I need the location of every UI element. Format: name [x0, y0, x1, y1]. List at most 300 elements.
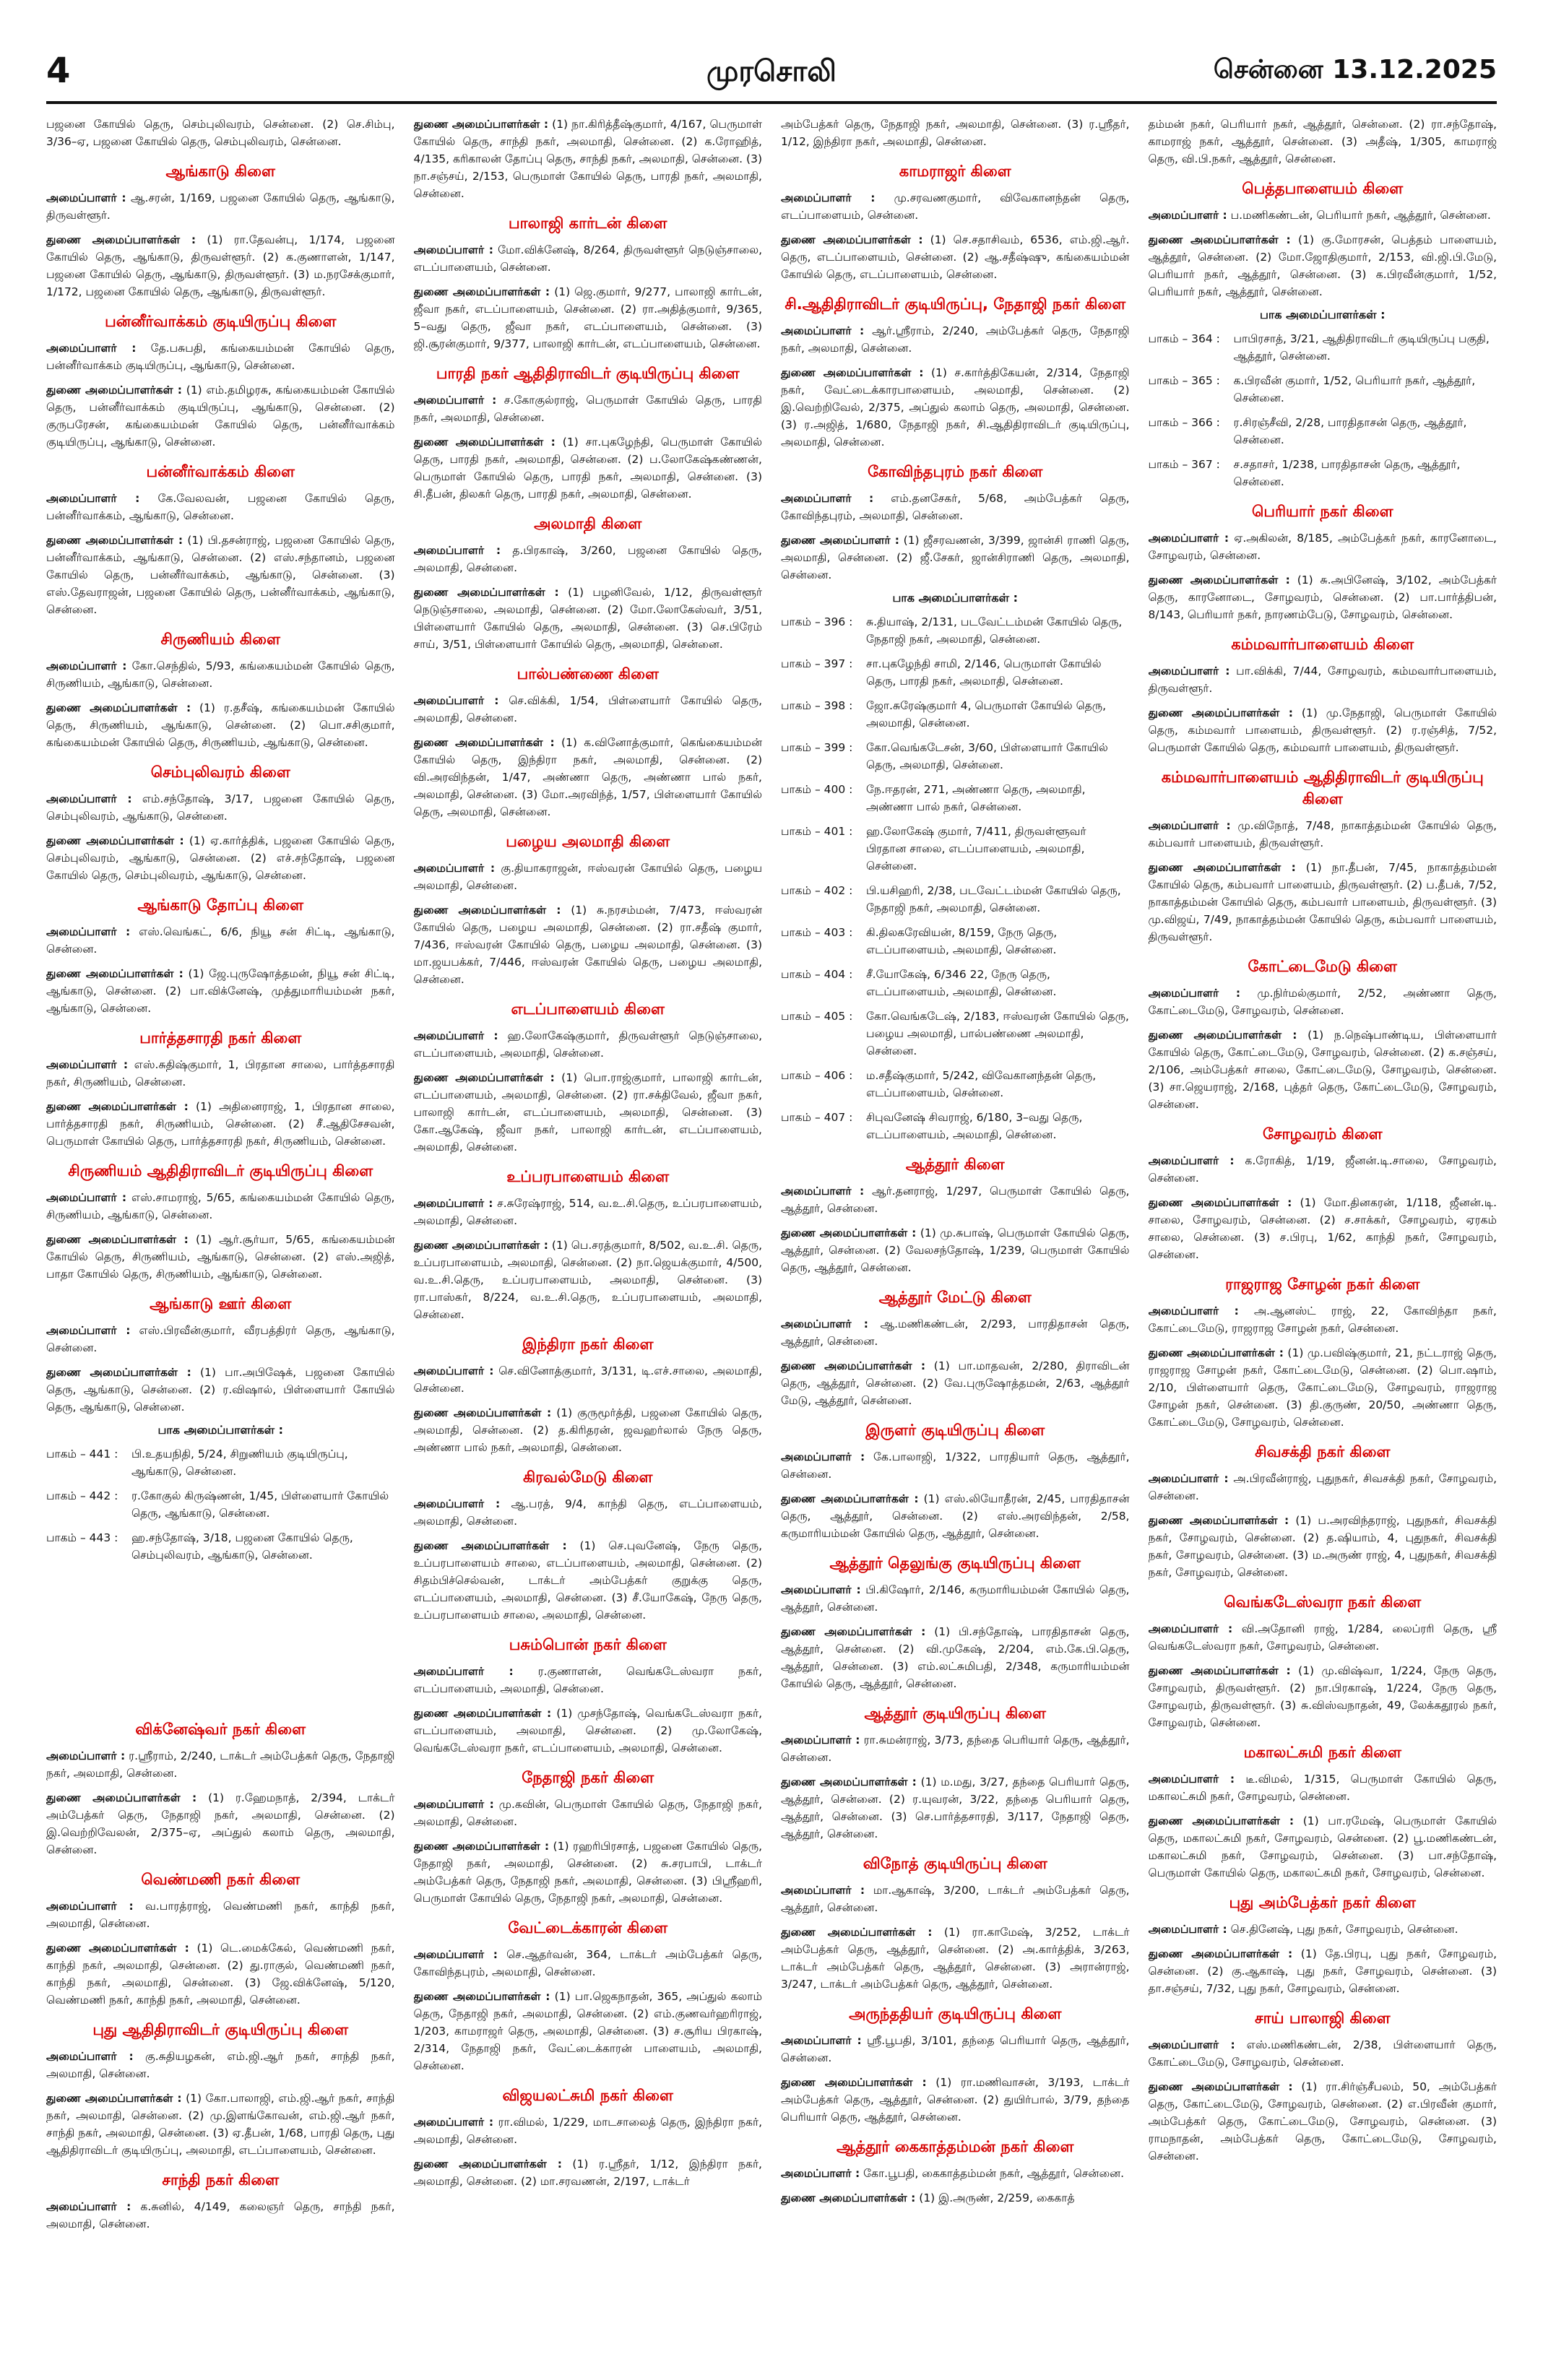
paragraph-text: (1) ச.கார்த்திகேயன், 2/314, நேதாஜி நகர், வேட்டைக்காரபாளையம், அலமாதி, சென்னை. (2) இ.வெற்றிவேல், 2/375, அப்துல் கலாம் தெரு, அலமாதி, சென்னை. (3) ர.அஜித், 1/680, நேதாஜி நகர், சி.ஆதிதிராவிடர் குடியிருப்பு, அலமாதி, சென்னை. [781, 366, 1130, 449]
paragraph-text: (1) ர.ஹேமநாத், 2/394, டாக்டர் அம்பேத்கர் தெரு, நேதாஜி நகர், அலமாதி, சென்னை. (2) இ.வெற்றிவேலன், 2/375–ஏ, அப்துல் கலாம் தெரு, அலமாதி, சென்னை. [46, 1791, 395, 1856]
section-heading: ஆத்தூர் குடியிருப்பு கிளை [864, 1705, 1046, 1722]
paragraph-text: எஸ்.வெங்கட், 6/6, நியூ சன் சிட்டி, ஆங்காடு, சென்னை. [46, 925, 395, 956]
role-label: துணை அமைப்பாளர்கள் : [413, 436, 556, 449]
role-label: அமைப்பாளர் : [46, 492, 140, 505]
role-label: அமைப்பாளர் : [413, 1364, 494, 1377]
column-2 [414, 116, 763, 2340]
booth-entry [1149, 414, 1497, 449]
paragraph-text: ஸ்ரீ.பூபதி, 3/101, தந்தை பெரியார் தெரு, ஆத்தூர், சென்னை. [781, 2034, 1130, 2064]
role-label: அமைப்பாளர் : [413, 1497, 501, 1510]
body-paragraph [46, 1098, 395, 1150]
booth-number: பாகம் – 441 : [46, 1448, 118, 1461]
paragraph-text: செ.ஆதர்வன், 364, டாக்டர் அம்பேத்கர் தெரு, கோவிந்தபுரம், அலமாதி, சென்னை. [413, 1948, 762, 1978]
role-label: அமைப்பாளர் : [413, 862, 496, 875]
body-paragraph [1149, 1770, 1497, 1805]
paragraph-text: ஆ.பரத், 9/4, காந்தி தெரு, எடப்பாளையம், அலமாதி, சென்னை. [413, 1497, 762, 1528]
paragraph-text: (1) மு.விஷ்வா, 1/224, நேரு தெரு, சோழவரம், திருவள்ளூர். (2) நா.பிரகாஷ், 1/224, நேரு தெரு, சோழவரம், திருவள்ளூர். (3) சு.விஸ்வநாதன், 49, லேக்கதூரல் நகர், சோழவரம், சென்னை. [1148, 1664, 1497, 1729]
role-label: அமைப்பாளர் : [413, 1948, 498, 1961]
body-paragraph [1149, 662, 1497, 697]
section-heading: சிருணியம் கிளை [160, 631, 280, 648]
role-label: துணை அமைப்பாளர்கள் : [781, 366, 924, 379]
body-paragraph [781, 189, 1130, 224]
role-label: அமைப்பாளர் : [781, 191, 876, 204]
section-heading: வெங்கடேஸ்வரா நகர் கிளை [1224, 1593, 1422, 1611]
section-heading: பெத்தபாளையம் கிளை [1242, 180, 1404, 197]
paragraph-text: (1) கு.மோரசன், பெத்தம் பாளையம், ஆத்தூர், சென்னை. (2) மோ.ஜோதிகுமார், 2/153, வி.ஜி.பி.மேடு, பெரியார் நகர், ஆத்தூர், சென்னை. (3) க.பிரவீன்குமார், 1/52, பெரியார் நகர், ஆத்தூர், சென்னை. [1148, 233, 1497, 298]
body-paragraph [781, 116, 1130, 150]
section-heading: ஆத்தூர் கிளை [905, 1156, 1005, 1173]
role-label: அமைப்பாளர் : [46, 2200, 131, 2213]
body-paragraph [414, 391, 763, 426]
body-paragraph [414, 1362, 763, 1397]
body-paragraph [414, 241, 763, 276]
section-heading: கோட்டைமேடு கிளை [1248, 958, 1397, 975]
paragraph-text: (1) மு.பவிஷ்குமார், 21, நட்டராஜ் தெரு, ராஜராஜ சோழன் நகர், கோட்டைமேடு, சென்னை. (2) பொ.ஷாம், 2/10, பிள்ளையார் தெரு, கோட்டைமேடு, சோழவரம், ராஜராஜ சோழன் நகர், சென்னை. (3) தி.குருண், 20/50, அண்ணா தெரு, கோட்டைமேடு, சோழவரம், சென்னை. [1148, 1346, 1497, 1429]
body-paragraph [1149, 985, 1497, 1019]
role-label: அமைப்பாளர் : [781, 324, 865, 337]
body-paragraph [414, 116, 763, 202]
body-paragraph [781, 490, 1130, 524]
body-paragraph [46, 1231, 395, 1283]
role-label: அமைப்பாளர் : [781, 1734, 860, 1747]
body-paragraph [781, 1581, 1130, 1616]
paragraph-text: தம்மன் நகர், பெரியார் நகர், ஆத்தூர், சென்னை. (2) ரா.சந்தோஷ், காமராஜ் நகர், ஆத்தூர், சென்னை. (3) அதீஷ், 1/305, காமராஜ் தெரு, வி.பி.நகர், ஆத்தூர், சென்னை. [1148, 118, 1497, 165]
role-label: துணை அமைப்பாளர்கள் : [781, 1226, 917, 1239]
masthead [46, 51, 1497, 104]
booth-organizer: ர.கோகுல் கிருஷ்ணன், 1/45, பிள்ளையார் கோயில் தெரு, ஆங்காடு, சென்னை. [131, 1489, 389, 1520]
role-label: துணை அமைப்பாளர்கள் : [781, 1359, 926, 1372]
booth-number: பாகம் – 404 : [781, 968, 853, 981]
section-heading: அருந்ததியர் குடியிருப்பு கிளை [849, 2005, 1062, 2022]
paragraph-text: (1) தே.பிரபு, புது நகர், சோழவரம், சென்னை. (2) கு.ஆகாஷ், புது நகர், சோழவரம், சென்னை. (3) தா.சஞ்சய், 7/32, புது நகர், சோழவரம், சென்னை. [1148, 1947, 1497, 1995]
section-heading: அலமாதி கிளை [534, 515, 642, 532]
paragraph-text: அ.பிரவீன்ராஜ், புதுநகர், சிவசக்தி நகர், சோழவரம், சென்னை. [1148, 1472, 1497, 1502]
body-paragraph [781, 2189, 1130, 2207]
role-label: அமைப்பாளர் : [413, 2116, 494, 2129]
body-paragraph [414, 901, 763, 988]
role-label: அமைப்பாளர் : [781, 492, 874, 505]
booth-number: பாகம் – 443 : [46, 1531, 118, 1544]
role-label: துணை அமைப்பாளர்கள் : [781, 1625, 926, 1638]
body-paragraph [1149, 704, 1497, 756]
booth-organizer: பி.உதயநிதி, 5/24, சிறுணியம் குடியிருப்பு, ஆங்காடு, சென்னை. [131, 1448, 348, 1478]
paragraph-text: ர.ஸ்ரீராம், 2/240, டாக்டர் அம்பேத்கர் தெரு, நேதாஜி நகர், அலமாதி, சென்னை. [46, 1749, 395, 1780]
role-label: அமைப்பாளர் : [781, 1583, 861, 1596]
paragraph-text: (1) சா.புகழேந்தி, பெருமாள் கோயில் தெரு, பாரதி நகர், அலமாதி, சென்னை. (2) ப.லோகேஷ்கண்ணன், பெருமாள் கோயில் தெரு, பாரதி நகர், அலமாதி, சென்னை. (3) சி.தீபன், திலகர் தெரு, பாரதி நகர், அலமாதி, சென்னை. [413, 436, 762, 501]
paragraph-text: செ.வினோத்குமார், 3/131, டி.எச்.சாலை, அலமாதி, சென்னை. [413, 1364, 762, 1395]
role-label: அமைப்பாளர் : [46, 191, 126, 204]
paragraph-text: தே.பசுபதி, கங்கையம்மன் கோயில் தெரு, பன்னீர்வாக்கம் குடியிருப்பு, ஆங்காடு, சென்னை. [46, 342, 395, 372]
booth-entry [781, 924, 1130, 959]
booth-number: பாகம் – 366 : [1148, 416, 1220, 429]
section-heading: சாந்தி நகர் கிளை [162, 2171, 280, 2189]
section-heading: கோவிந்தபுரம் நகர் கிளை [868, 463, 1043, 480]
paragraph-text: (1) பெ.சரத்குமார், 8/502, வ.உ.சி. தெரு, உப்பரபாளையம், அலமாதி, சென்னை. (2) நா.ஜெயக்குமார், 4/500, வ.உ.சி.தெரு, உப்பரபாளையம், அலமாதி, சென்னை. (3) ரா.பாஸ்கர், 8/224, வ.உ.சி.தெரு, உப்பரபாளையம், அலமாதி, சென்னை. [413, 1239, 762, 1321]
body-paragraph [414, 283, 763, 352]
sub-heading: பாக அமைப்பாளர்கள் : [892, 591, 1018, 605]
booth-entry [781, 823, 1130, 875]
paragraph-text: ச.கோகுல்ராஜ், பெருமாள் கோயில் தெரு, பாரதி நகர், அலமாதி, சென்னை. [413, 394, 762, 424]
role-label: துணை அமைப்பாளர்கள் : [413, 1990, 550, 2003]
body-paragraph [781, 532, 1130, 584]
role-label: துணை அமைப்பாளர்கள் : [46, 1942, 189, 1955]
role-label: அமைப்பாளர் : [413, 1665, 514, 1678]
body-paragraph [781, 1490, 1130, 1542]
booth-organizer: ர.சிரஞ்சீவி, 2/28, பாரதிதாசன் தெரு, ஆத்தூர், சென்னை. [1233, 416, 1467, 446]
section-heading: ஆங்காடு கிளை [165, 163, 275, 180]
body-paragraph [781, 2074, 1130, 2126]
body-paragraph [46, 1897, 395, 1932]
section-heading: பார்த்தசாரதி நகர் கிளை [139, 1029, 302, 1047]
body-paragraph [1149, 1662, 1497, 1731]
section-heading: சிவசக்தி நகர் கிளை [1255, 1443, 1391, 1461]
body-paragraph [46, 657, 395, 692]
role-label: அமைப்பாளர் : [46, 342, 137, 355]
booth-organizer: ம.சதீஷ்குமார், 5/242, விவேகானந்தன் தெரு, எடப்பாளையம், சென்னை. [866, 1069, 1097, 1099]
role-label: அமைப்பாளர் : [46, 792, 132, 805]
body-paragraph [414, 2113, 763, 2148]
paragraph-text: (1) நா.கிரித்தீஷ்குமார், 4/167, பெருமாள் கோயில் தெரு, சாந்தி நகர், அலமாதி, சென்னை. (2) க.ரோஹித், 4/135, கரிகாலன் தோப்பு தெரு, சாந்தி நகர், அலமாதி, சென்னை. (3) நா.சஞ்சய், 2/153, பெருமாள் கோயில் தெரு, பாரதி நகர், அலமாதி, சென்னை. [413, 118, 762, 200]
body-paragraph [1149, 571, 1497, 623]
role-label: அமைப்பாளர் : [46, 1749, 126, 1762]
body-paragraph [414, 1796, 763, 1830]
body-paragraph [414, 1069, 763, 1156]
body-paragraph [1149, 1512, 1497, 1581]
paragraph-text: (1) செ.சதாசிவம், 6536, எம்.ஜி.ஆர். தெரு, எடப்பாளையம், சென்னை. (2) ஆ.சதீஷ்ஷு, கங்கையம்மன் கோயில் தெரு, எடப்பாளையம், சென்னை. [781, 233, 1130, 281]
body-paragraph [414, 542, 763, 576]
role-label: அமைப்பாளர் : [781, 1884, 865, 1897]
column-4 [1149, 116, 1497, 2340]
paragraph-text: (1) சு.அபினேஷ், 3/102, அம்பேத்கர் தெரு, காரனோடை, சோழவரம், சென்னை. (2) பா.பார்த்திபன், 8/143, பெரியார் நகர், நாரணம்பேடு, சோழவரம், சென்னை. [1148, 574, 1497, 621]
booth-number: பாகம் – 364 : [1148, 332, 1220, 345]
role-label: துணை அமைப்பாளர்கள் : [413, 1539, 567, 1552]
paragraph-text: மு.விநோத், 7/48, நாகாத்தம்மன் கோயில் தெரு, கம்பவார் பாளையம், திருவள்ளூர். [1148, 819, 1497, 849]
role-label: அமைப்பாளர் : [46, 1191, 127, 1204]
role-label: அமைப்பாளர் : [781, 1317, 868, 1330]
body-paragraph [781, 2165, 1130, 2182]
paragraph-text: (1) ஜெ.குமார், 9/277, பாலாஜி கார்டன், ஜீவா நகர், எடப்பாளையம், சென்னை. (2) ரா.அதித்குமார், 9/365, 5–வது தெரு, ஜீவா நகர், எடப்பாளையம், சென்னை. (3) ஜி.சூரன்குமார், 9/377, பாலாஜி கார்டன், எடப்பாளையம், சென்னை. [413, 285, 762, 350]
paragraph-text: க.ரோகித், 1/19, ஜீனன்.டி.சாலை, சோழவரம், சென்னை. [1148, 1154, 1497, 1185]
paragraph-text: (1) க.வினோத்குமார், கெங்கையம்மன் கோயில் தெரு, இந்திரா நகர், அலமாதி, சென்னை. (2) வி.அரவிந்தன், 1/47, அண்ணா தெரு, அண்ணா பால் நகர், அலமாதி, சென்னை. (3) மோ.அரவிந்த், 1/57, பிள்ளையார் கோயில் தெரு, அலமாதி, சென்னை. [413, 736, 762, 818]
booth-entry [781, 655, 1130, 690]
role-label: துணை அமைப்பாளர்கள் : [46, 1366, 191, 1379]
role-label: அமைப்பாளர் : [1148, 819, 1231, 832]
body-paragraph [46, 189, 395, 224]
booth-organizer: ஹ.லோகேஷ் குமார், 7/411, திருவள்ளூவர் பிரதான சாலை, எடப்பாளையம், அலமாதி, சென்னை. [866, 825, 1086, 873]
booth-number: பாகம் – 397 : [781, 657, 853, 670]
body-paragraph [781, 1924, 1130, 1993]
booth-entry [781, 781, 1130, 815]
body-paragraph [1149, 859, 1497, 945]
role-label: அமைப்பாளர் : [781, 2167, 860, 2180]
body-paragraph [46, 790, 395, 825]
body-paragraph [781, 1731, 1130, 1766]
body-paragraph [414, 1027, 763, 1062]
role-label: அமைப்பாளர் : [781, 1450, 865, 1463]
role-label: துணை அமைப்பாளர்கள் : [413, 1239, 548, 1252]
booth-number: பாகம் – 396 : [781, 615, 853, 628]
booth-entry [781, 1109, 1130, 1143]
role-label: துணை அமைப்பாளர்கள் : [781, 233, 923, 246]
role-label: அமைப்பாளர் : [1148, 209, 1227, 222]
body-paragraph [1149, 1152, 1497, 1187]
paragraph-text: (1) அதினைராஜ், 1, பிரதான சாலை, பார்த்தசாரதி நகர், சிருணியம், சென்னை. (2) சீ.ஆதிசேசவன், பெருமாள் கோயில் தெரு, பார்த்தசாரதி நகர், சிருணியம், சென்னை. [46, 1100, 395, 1148]
role-label: அமைப்பாளர் : [781, 1185, 865, 1198]
role-label: துணை அமைப்பாளர்கள் : [1148, 1814, 1295, 1827]
role-label: துணை அமைப்பாளர்கள் : [46, 834, 184, 847]
role-label: அமைப்பாளர் : [413, 243, 493, 256]
role-label: அமைப்பாளர் : [46, 925, 131, 938]
role-label: அமைப்பாளர் : [1148, 665, 1230, 678]
body-paragraph [1149, 2036, 1497, 2071]
paragraph-text: (1) ரஹரிபிரசாத், பஜனை கோயில் தெரு, நேதாஜி நகர், அலமாதி, சென்னை. (2) சு.சரபாபி, டாக்டர் அம்பேத்கர் தெரு, நேதாஜி நகர், அலமாதி, சென்னை. (3) பிஸ்ரீஹரி, பெருமாள் கோயில் தெரு, நேதாஜி நகர், அலமாதி, சென்னை. [413, 1840, 762, 1905]
section-heading: எடப்பாளையம் கிளை [511, 1000, 665, 1018]
paragraph-text: கே.வேலவன், பஜனை கோயில் தெரு, பன்னீர்வாக்கம், ஆங்காடு, சென்னை. [46, 492, 395, 522]
body-paragraph [46, 532, 395, 618]
section-heading: சாய் பாலாஜி கிளை [1254, 2009, 1391, 2027]
booth-number: பாகம் – 407 : [781, 1111, 853, 1124]
booth-organizer: பாபிரசாத், 3/21, ஆதிதிராவிடர் குடியிருப்பு பகுதி, ஆத்தூர், சென்னை. [1233, 332, 1490, 363]
section-heading: மகாலட்சுமி நகர் கிளை [1243, 1744, 1401, 1761]
body-paragraph [781, 2032, 1130, 2067]
paragraph-text: (1) பா.மாதவன், 2/280, திராவிடன் தெரு, ஆத்தூர், சென்னை. (2) வே.புருஷோத்தமன், 2/63, ஆத்தூர் மேடு, ஆத்தூர், சென்னை. [781, 1359, 1130, 1407]
section-heading: ஆத்தூர் கைகாத்தம்மன் நகர் கிளை [837, 2138, 1074, 2155]
paragraph-text: (1) ஜீசரவணன், 3/399, ஜான்சி ராணி தெரு, அலமாதி, சென்னை. (2) ஜீ.சேகர், ஜான்சிராணி தெரு, அலமாதி, சென்னை. [781, 534, 1130, 581]
body-paragraph [46, 490, 395, 524]
body-paragraph [414, 1988, 763, 2074]
section-heading: ஆங்காடு ஊர் கிளை [150, 1295, 292, 1312]
paragraph-text: ரா.சுமன்ராஜ், 3/73, தந்தை பெரியார் தெரு, ஆத்தூர், சென்னை. [781, 1734, 1130, 1764]
paragraph-text: (1) எஸ்.லியோதீரன், 2/45, பாரதிதாசன் தெரு, ஆத்தூர், சென்னை. (2) எஸ்.அரவிந்தன், 2/58, கருமாரியம்மன் கோயில் தெரு, ஆத்தூர், சென்னை. [781, 1492, 1130, 1540]
paragraph-text: (1) பா.அபிஷேக், பஜனை கோயில் தெரு, ஆங்காடு, சென்னை. (2) ர.விஷால், பிள்ளையார் கோயில் தெரு, ஆங்காடு, சென்னை. [46, 1366, 395, 1414]
section-heading: காமராஜர் கிளை [899, 163, 1011, 180]
body-paragraph [46, 965, 395, 1017]
body-paragraph [414, 860, 763, 894]
booth-entry [781, 1067, 1130, 1102]
section-heading: விநோத் குடியிருப்பு கிளை [863, 1855, 1047, 1872]
booth-organizer: கி.திலகரேவியன், 8/159, நேரு தெரு, எடப்பாளையம், அலமாதி, சென்னை. [866, 926, 1058, 956]
role-label: அமைப்பாளர் : [1148, 1304, 1239, 1317]
paragraph-text: ரா.விமல், 1/229, மாடசாலைத் தெரு, இந்திரா நகர், அலமாதி, சென்னை. [413, 2116, 762, 2146]
body-paragraph [46, 699, 395, 751]
body-paragraph [1149, 529, 1497, 564]
paragraph-text: வ.பாரத்ராஜ், வெண்மணி நகர், காந்தி நகர், அலமாதி, சென்னை. [46, 1900, 395, 1930]
booth-organizer: சா.புகழேந்தி சாமி, 2/146, பெருமாள் கோயில் தெரு, பாரதி நகர், அலமாதி, சென்னை. [866, 657, 1102, 688]
body-paragraph [46, 1056, 395, 1091]
section-heading: வேட்டைக்காரன் கிளை [508, 1919, 668, 1937]
paragraph-text: ச.சுரேஷ்ராஜ், 514, வ.உ.சி.தெரு, உப்பரபாளையம், அலமாதி, சென்னை. [413, 1197, 762, 1227]
body-paragraph [46, 231, 395, 300]
body-paragraph [781, 1182, 1130, 1217]
body-paragraph [781, 1448, 1130, 1483]
paragraph-text: அம்பேத்கர் தெரு, நேதாஜி நகர், அலமாதி, சென்னை. (3) ர.ஸ்ரீதர், 1/12, இந்திரா நகர், அலமாதி, சென்னை. [781, 118, 1130, 148]
booth-number: பாகம் – 398 : [781, 699, 853, 712]
paragraph-text: ப.மணிகண்டன், பெரியார் நகர், ஆத்தூர், சென்னை. [1227, 209, 1491, 222]
paragraph-text: மு.சரவணகுமார், விவேகானந்தன் தெரு, எடப்பாளையம், சென்னை. [781, 191, 1130, 222]
body-paragraph [1149, 2078, 1497, 2165]
body-paragraph [1149, 817, 1497, 852]
role-label: அமைப்பாளர் : [1148, 1622, 1233, 1635]
body-paragraph [46, 1939, 395, 2009]
role-label: துணை அமைப்பாளர்கள் : [46, 2092, 182, 2105]
section-heading: ஆத்தூர் மேட்டு கிளை [878, 1289, 1032, 1306]
role-label: அமைப்பாளர் : [46, 659, 127, 672]
role-label: துணை அமைப்பாளர்கள் : [413, 904, 561, 917]
body-paragraph [46, 2090, 395, 2159]
section-heading: கிரவல்மேடு கிளை [523, 1468, 653, 1486]
section-heading: பன்னீர்வாக்கம் குடியிருப்பு கிளை [105, 313, 337, 330]
paragraph-text: (1) எம்.தமிழரசு, கங்கையம்மன் கோயில் தெரு, பன்னீர்வாக்கம் குடியிருப்பு, ஆங்காடு, சென்னை. (2) குருபரேசன், கங்கையம்மன் கோயில் தெரு, பன்னீர்வாக்கம் குடியிருப்பு, ஆங்காடு, சென்னை. [46, 384, 395, 449]
role-label: அமைப்பாளர் : [1148, 1773, 1235, 1786]
paragraph-text: (1) சு.நரசம்மன், 7/473, ஈஸ்வரன் கோயில் தெரு, பழைய அலமாதி, சென்னை. (2) ரா.சதீஷ் குமார், 7/436, ஈஸ்வரன் கோயில் தெரு, பழைய அலமாதி, சென்னை. (3) மா.ஜயபக்கர், 7/446, ஈஸ்வரன் கோயில் தெரு, பழைய அலமாதி, சென்னை. [413, 904, 762, 986]
booth-organizer: நே.ஈதரன், 271, அண்ணா தெரு, அலமாதி, அண்ணா பால் நகர், சென்னை. [866, 783, 1086, 813]
role-label: அமைப்பாளர் : [1148, 1923, 1227, 1936]
section-heading: விக்னேஷ்வர் நகர் கிளை [135, 1721, 306, 1738]
role-label: அமைப்பாளர் : [413, 694, 499, 707]
paragraph-text: (1) குருமூர்த்தி, பஜனை கோயில் தெரு, அலமாதி, சென்னை. (2) த.கிரிதரன், ஜவஹர்லால் நேரு தெரு, அண்ணா பால் நகர், அலமாதி, சென்னை. [413, 1406, 762, 1454]
role-label: அமைப்பாளர் : [413, 1798, 494, 1811]
booth-entry [781, 739, 1130, 774]
booth-organizer: ஹ.சந்தோஷ், 3/18, பஜனை கோயில் தெரு, செம்புலிவரம், ஆங்காடு, சென்னை. [131, 1531, 353, 1562]
body-paragraph [1149, 1812, 1497, 1882]
booth-number: பாகம் – 399 : [781, 741, 853, 754]
paragraph-text: (1) கோ.பாலாஜி, எம்.ஜி.ஆர் நகர், சாந்தி நகர், அலமாதி, சென்னை. (2) மு.இளங்கோவன், எம்.ஜி.ஆர் நகர், சாந்தி நகர், அலமாதி, சென்னை. (3) ஏ.தீபன், 1/68, பாரதி தெரு, புது ஆதிதிராவிடர் குடியிருப்பு, அலமாதி, எடப்பாளையம், சென்னை. [46, 2092, 395, 2157]
role-label: துணை அமைப்பாளர்கள் : [413, 118, 549, 131]
body-paragraph [1149, 207, 1497, 224]
role-label: துணை அமைப்பாளர்கள் : [781, 2191, 916, 2204]
role-label: அமைப்பாளர் : [413, 544, 501, 557]
role-label: துணை அமைப்பாளர்கள் : [1148, 1664, 1291, 1677]
paragraph-text: ஆர்.ஸ்ரீராம், 2/240, அம்பேத்கர் தெரு, நேதாஜி நகர், அலமாதி, சென்னை. [781, 324, 1130, 355]
section-heading: இருளர் குடியிருப்பு கிளை [865, 1421, 1045, 1439]
body-paragraph [414, 584, 763, 653]
paragraph-text: (1) நா.தீபன், 7/45, நாகாத்தம்மன் கோயில் தெரு, கம்பவார் பாளையம், திருவள்ளூர். (2) ப.தீபக், 7/52, நாகாத்தம்மன் கோயில் தெரு, கம்பவார் பாளையம், திருவள்ளூர். (3) மு.விஜய், 7/49, நாகாத்தம்மன் கோயில் தெரு, கம்பவார் பாளையம், திருவள்ளூர். [1148, 861, 1497, 943]
paragraph-text: (1) ஆர்.சூர்யா, 5/65, கங்கையம்மன் கோயில் தெரு, சிருணியம், ஆங்காடு, சென்னை. (2) எஸ்.அஜித், பாதா கோயில் தெரு, சிருணியம், ஆங்காடு, சென்னை. [46, 1233, 395, 1281]
sub-heading: பாக அமைப்பாளர்கள் : [157, 1423, 283, 1437]
paragraph-text: (1) மோ.தினகரன், 1/118, ஜீனன்.டி. சாலை, சோழவரம், சென்னை. (2) ச.சாக்கர், சோழவரம், ஏரகம் சாலை, சென்னை. (3) ச.பிரபு, 1/62, காந்தி நகர், சோழவரம், சென்னை. [1148, 1196, 1497, 1261]
paragraph-text: கோ.பூபதி, கைகாத்தம்மன் நகர், ஆத்தூர், சென்னை. [860, 2167, 1125, 2180]
section-heading: கம்மவார்பாளையம் கிளை [1231, 636, 1414, 653]
role-label: துணை அமைப்பாளர்கள் : [1148, 861, 1296, 874]
body-paragraph [1149, 1921, 1497, 1938]
body-paragraph [414, 1537, 763, 1624]
section-heading: வெண்மணி நகர் கிளை [141, 1871, 301, 1888]
role-label: அமைப்பாளர் : [1148, 1472, 1229, 1485]
section-heading: பெரியார் நகர் கிளை [1251, 503, 1393, 520]
body-paragraph [1149, 231, 1497, 300]
role-label: துணை அமைப்பாளர்கள் : [1148, 1947, 1293, 1960]
paragraph-text: (1) ர.தசீஷ், கங்கையம்மன் கோயில் தெரு, சிருணியம், ஆங்காடு, சென்னை. (2) பொ.சசிகுமார், கங்கையம்மன் கோயில் தெரு, சிருணியம், ஆங்காடு, சென்னை. [46, 701, 395, 749]
paragraph-text: (1) ரா.மணிவாசன், 3/193, டாக்டர் அம்பேத்கர் தெரு, ஆத்தூர், சென்னை. (2) துயிர்பால், 3/79, தந்தை பெரியார் தெரு, ஆத்தூர், சென்னை. [781, 2076, 1130, 2124]
role-label: துணை அமைப்பாளர்கள் : [413, 1071, 555, 1084]
section-heading: பசும்பொன் நகர் கிளை [509, 1636, 667, 1653]
body-paragraph [46, 1364, 395, 1416]
role-label: அமைப்பாளர் : [46, 2050, 134, 2063]
section-heading: பாலாஜி கார்டன் கிளை [509, 215, 667, 232]
paragraph-text: (1) ரா.தேவன்பு, 1/174, பஜனை கோயில் தெரு, ஆங்காடு, திருவள்ளூர். (2) க.குணாளன், 1/147, பஜனை கோயில் தெரு, ஆங்காடு, திருவள்ளூர். (3) ம.நரசேக்குமார், 1/172, பஜனை கோயில் தெரு, ஆங்காடு, திருவள்ளூர். [46, 233, 395, 298]
role-label: அமைப்பாளர் : [413, 1197, 493, 1210]
paragraph-text: (1) ஏ.கார்த்திக், பஜனை கோயில் தெரு, செம்புலிவரம், ஆங்காடு, சென்னை. (2) எச்.சந்தோஷ், பஜனை கோயில் தெரு, செம்புலிவரம், ஆங்காடு, சென்னை. [46, 834, 395, 882]
booth-entry [1149, 372, 1497, 407]
role-label: துணை அமைப்பாளர்கள் : [1148, 2080, 1293, 2093]
role-label: அமைப்பாளர் : [781, 2034, 862, 2047]
section-heading: சிருணியம் ஆதிதிராவிடர் குடியிருப்பு கிளை [68, 1162, 373, 1180]
section-heading: ஆங்காடு தோப்பு கிளை [137, 896, 304, 914]
body-paragraph [46, 116, 395, 150]
booth-number: பாகம் – 405 : [781, 1010, 853, 1023]
role-label: துணை அமைப்பாளர்கள் : [1148, 706, 1293, 719]
role-label: துணை அமைப்பாளர்கள் : [46, 534, 183, 547]
role-label: துணை அமைப்பாளர்கள் : [46, 233, 196, 246]
newspaper-name: முரசொலி [706, 55, 837, 88]
section-heading: புது ஆதிதிராவிடர் குடியிருப்பு கிளை [92, 2021, 349, 2038]
booth-number: பாகம் – 442 : [46, 1489, 118, 1502]
role-label: அமைப்பாளர் : [413, 1029, 498, 1042]
role-label: அமைப்பாளர் : [46, 1900, 134, 1913]
paragraph-text: (1) பா.ஜெகநாதன், 365, அப்துல் கலாம் தெரு, நேதாஜி நகர், அலமாதி, சென்னை. (2) எம்.குணவர்ஹரிராஜ், 1/203, காமராஜர் தெரு, அலமாதி, சென்னை. (3) ச.சூரிய பிரகாஷ், 2/314, நேதாஜி நகர், வேட்டைக்காரன் பாளையம், அலமாதி, சென்னை. [413, 1990, 762, 2072]
body-paragraph [414, 734, 763, 821]
body-paragraph [781, 1315, 1130, 1350]
section-heading: சோழவரம் கிளை [1262, 1125, 1383, 1143]
booth-organizer: ஜோ.சுரேஷ்குமார் 4, பெருமாள் கோயில் தெரு, அலமாதி, சென்னை. [866, 699, 1107, 730]
role-label: துணை அமைப்பாளர்கள் : [46, 701, 191, 714]
paragraph-text: வி.அதோனி ராஜ், 1/284, லைப்ரரி தெரு, ஸ்ரீ வெங்கடேஸ்வரா நகர், சோழவரம், சென்னை. [1148, 1622, 1497, 1653]
role-label: அமைப்பாளர் : [46, 1058, 129, 1071]
role-label: அமைப்பாளர் : [413, 394, 497, 407]
role-label: துணை அமைப்பாளர்கள் : [413, 736, 555, 749]
role-label: துணை அமைப்பாளர்கள் : [413, 2158, 562, 2171]
paragraph-text: (1) டெ.மைக்கேல், வெண்மணி நகர், காந்தி நகர், அலமாதி, சென்னை. (2) து.ராகுல், வெண்மணி நகர், காந்தி நகர், அலமாதி, சென்னை. (3) ஜே.விக்னேஷ், 5/120, வெண்மணி நகர், காந்தி நகர், அலமாதி, சென்னை. [46, 1942, 395, 2007]
paragraph-text: (1) இ.அருண், 2/259, கைகாத் [915, 2191, 1075, 2204]
paragraph-text: (1) பா.ரமேஷ், பெருமாள் கோயில் தெரு, மகாலட்சுமி நகர், சோழவரம், சென்னை. (2) பூ.மணிகண்டன், மகாலட்சுமி நகர், சோழவரம், சென்னை. (3) பா.சந்தோஷ், பெருமாள் கோயில் தெரு, மகாலட்சுமி நகர், சோழவரம், சென்னை. [1148, 1814, 1497, 1879]
paragraph-text: (1) பொ.ராஜ்குமார், பாலாஜி கார்டன், எடப்பாளையம், அலமாதி, சென்னை. (2) ரா.சக்திவேல், ஜீவா நகர், பாலாஜி கார்டன், எடப்பாளையம், அலமாதி, சென்னை. (3) கோ.ஆகேஷ், ஜீவா நகர், பாலாஜி கார்டன், எடப்பாளையம், அலமாதி, சென்னை. [413, 1071, 762, 1154]
booth-entry [781, 697, 1130, 732]
column-1 [46, 116, 395, 2340]
body-paragraph [414, 692, 763, 727]
issue-date: சென்னை 13.12.2025 [1213, 55, 1497, 85]
body-paragraph [414, 1404, 763, 1456]
booth-number: பாகம் – 400 : [781, 783, 853, 796]
section-heading: உப்பரபாளையம் கிளை [506, 1168, 670, 1185]
booth-entry [781, 613, 1130, 648]
blank-space [46, 1571, 395, 1708]
section-heading: பழைய அலமாதி கிளை [506, 833, 670, 850]
booth-number: பாகம் – 403 : [781, 926, 853, 939]
body-paragraph [781, 1224, 1130, 1276]
paragraph-text: த.பிரகாஷ், 3/260, பஜனை கோயில் தெரு, அலமாதி, சென்னை. [413, 544, 762, 574]
booth-organizer: சீ.யோகேஷ், 6/346 22, நேரு தெரு, எடப்பாளையம், அலமாதி, சென்னை. [866, 968, 1057, 998]
paragraph-text: எம்.தனசேகர், 5/68, அம்பேத்கர் தெரு, கோவிந்தபுரம், அலமாதி, சென்னை. [781, 492, 1130, 522]
column-3 [781, 116, 1130, 2340]
section-heading: ஆத்தூர் தெலுங்கு குடியிருப்பு கிளை [829, 1554, 1081, 1572]
body-paragraph [46, 2198, 395, 2233]
body-paragraph [46, 1322, 395, 1356]
paragraph-text: ஏ.அகிலன், 8/185, அம்பேத்கர் நகர், காரனோடை, சோழவரம், சென்னை. [1148, 532, 1497, 562]
paragraph-text: (1) மு.நேதாஜி, பெருமாள் கோயில் தெரு, கம்மவார் பாளையம், திருவள்ளூர். (2) ர.ரஞ்சித், 7/52, பெருமாள் கோயில் தெரு, கம்மவார் பாளையம், திருவள்ளூர். [1148, 706, 1497, 754]
body-paragraph [46, 1789, 395, 1858]
role-label: துணை அமைப்பாளர்கள் : [781, 1926, 933, 1939]
section-heading: விஜயலட்சுமி நகர் கிளை [502, 2087, 673, 2104]
paragraph-text: ர.குணாளன், வெங்கடேஸ்வரா நகர், எடப்பாளையம், அலமாதி, சென்னை. [413, 1665, 762, 1695]
body-paragraph [414, 1663, 763, 1697]
role-label: துணை அமைப்பாளர்கள் : [1148, 574, 1290, 587]
role-label: துணை அமைப்பாளர்கள் : [413, 586, 559, 599]
section-heading: ராஜராஜ சோழன் நகர் கிளை [1225, 1276, 1420, 1293]
role-label: துணை அமைப்பாளர்கள் : [413, 1707, 552, 1720]
paragraph-text: (1) ம.மது, 3/27, தந்தை பெரியார் தெரு, ஆத்தூர், சென்னை. (2) ர.யுவரன், 3/22, தந்தை பெரியார் தெரு, ஆத்தூர், சென்னை. (3) செ.பார்த்தசாரதி, 3/117, நேதாஜி தெரு, ஆத்தூர், சென்னை. [781, 1775, 1130, 1840]
paragraph-text: க.சுனில், 4/149, கலைஞர் தெரு, சாந்தி நகர், அலமாதி, சென்னை. [46, 2200, 395, 2230]
paragraph-text: கு.சுதியழகன், எம்.ஜி.ஆர் நகர், சாந்தி நகர், அலமாதி, சென்னை. [46, 2050, 395, 2080]
